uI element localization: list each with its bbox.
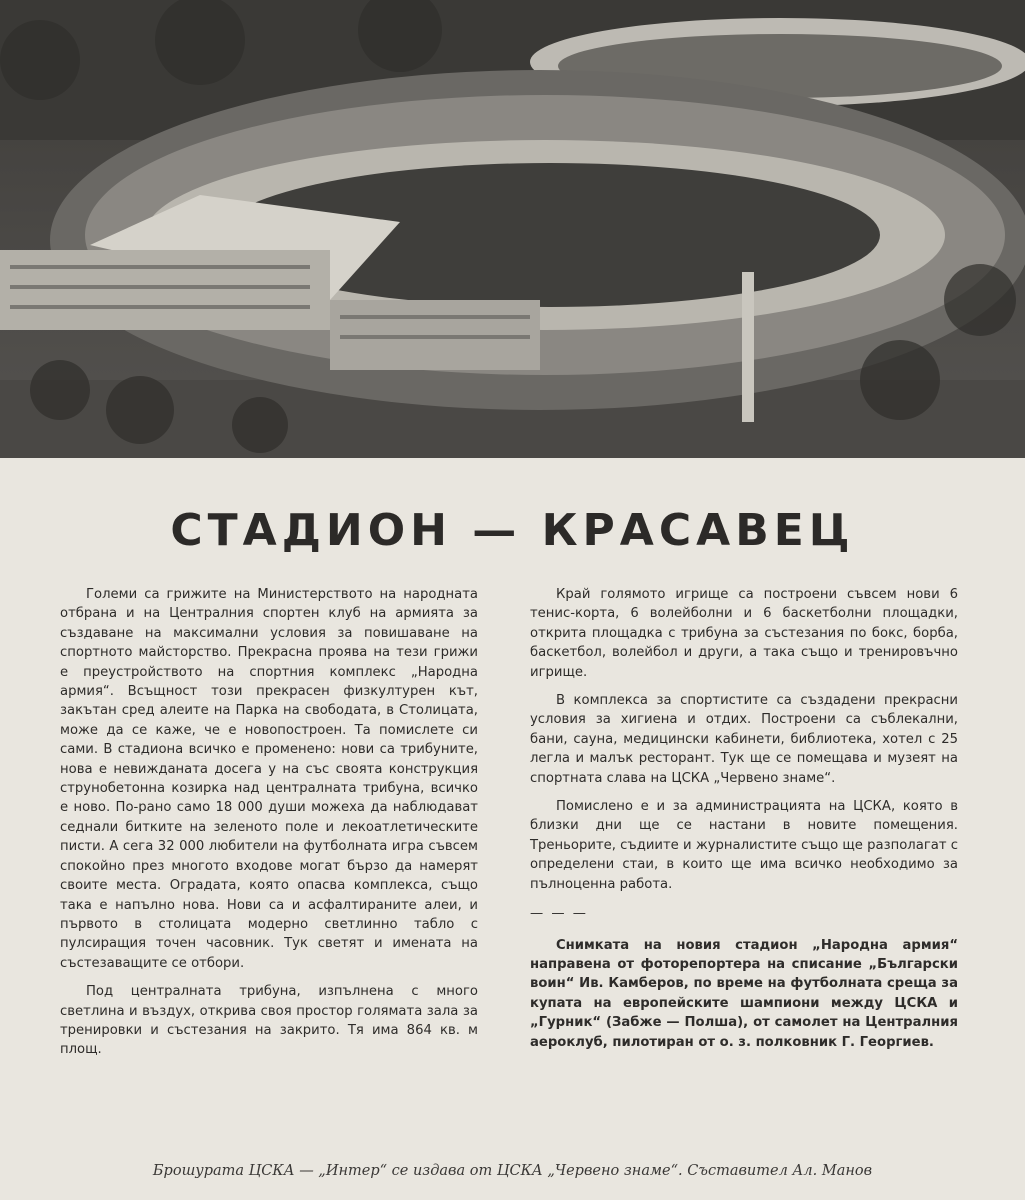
article-paragraph: Под централната трибуна, изпълнена с много светлина и въздух, открива своя простор голямата зала за тренировки и състезания на закрито. Тя има 864 кв. м площ. [60,984,478,1058]
article-paragraph: Край голямото игрище са построени съвсем нови 6 тенис-корта, 6 волейболни и 6 баскетболни площадки, открита площадка с трибуна за състезания по бокс, борба, баскетбол, волейбол и други, а така също и тренировъчно игрище. [530,587,958,680]
stadium-photo-icon [0,0,1025,458]
article-left-column [60,585,478,1069]
article-paragraph: Помислено е и за администрацията на ЦСКА, която в близки дни ще се настани в новите помещения. Треньорите, съдиите и журналистите също ще разполагат с определени стаи, в които ще има всичко необходимо за пълноценна работа. [530,799,958,892]
article-title: СТАДИОН — КРАСАВЕЦ [170,505,855,556]
photo-caption [530,936,958,1052]
section-separator: — — — [530,906,588,922]
article-right-column [530,585,958,1061]
article-paragraph: Големи са грижите на Министерството на народната отбрана и на Централния спортен клуб на армията за създаване на максимални условия за повишаване на спортното майсторство. Прекрасна проява на тези грижи е преустройството на спортния комплекс „Народна армия“. Всъщност този прекрасен физкултурен кът, закътан сред алеите на Парка на свободата, в Столицата, може да се каже, че е новопостроен. Та помислете си сами. В стадиона всичко е променено: нови са трибуните, нова е невижданата досега у на със своята конструкция струнобетонна козирка над централната трибуна, всичко е ново. По-рано само 18 000 души можеха да наблюдават седнали битките на зеленото поле и лекоатлетическите писти. А сега 32 000 любители на футболната игра съвсем спокойно през многото входове могат бързо да намерят своите места. Оградата, която опасва комплекса, също така е напълно нова. Нови са и асфалтираните алеи, и първото в столицата модерно светлинно табло с пулсиращия точен часовник. Тук светят и имената на състезаващите се отбори. [60,587,478,971]
stadium-aerial-photo [0,0,1025,458]
article-paragraph: В комплекса за спортистите са създадени прекрасни условия за хигиена и отдих. Построени са съблекални, бани, сауна, медицински кабинети, библиотека, хотел с 25 легла и малък ресторант. Тук ще се помещава и музеят на спортната слава на ЦСКА „Червено знаме“. [530,693,958,786]
page-footer: Брошурата ЦСКА — „Интер“ се издава от ЦСКА „Червено знаме“. Съставител Ал. Манов [152,1163,873,1179]
photo-caption-text: Снимката на новия стадион „Народна армия“ направена от фоторепортера на списание „Български воин“ Ив. Камберов, по време на футболната среща за купата на европейските шампиони между ЦСКА и „Гурник“ (Забже — Полша), от самолет на Централния аероклуб, пилотиран от о. з. полковник Г. Георгиев. [530,937,958,1050]
